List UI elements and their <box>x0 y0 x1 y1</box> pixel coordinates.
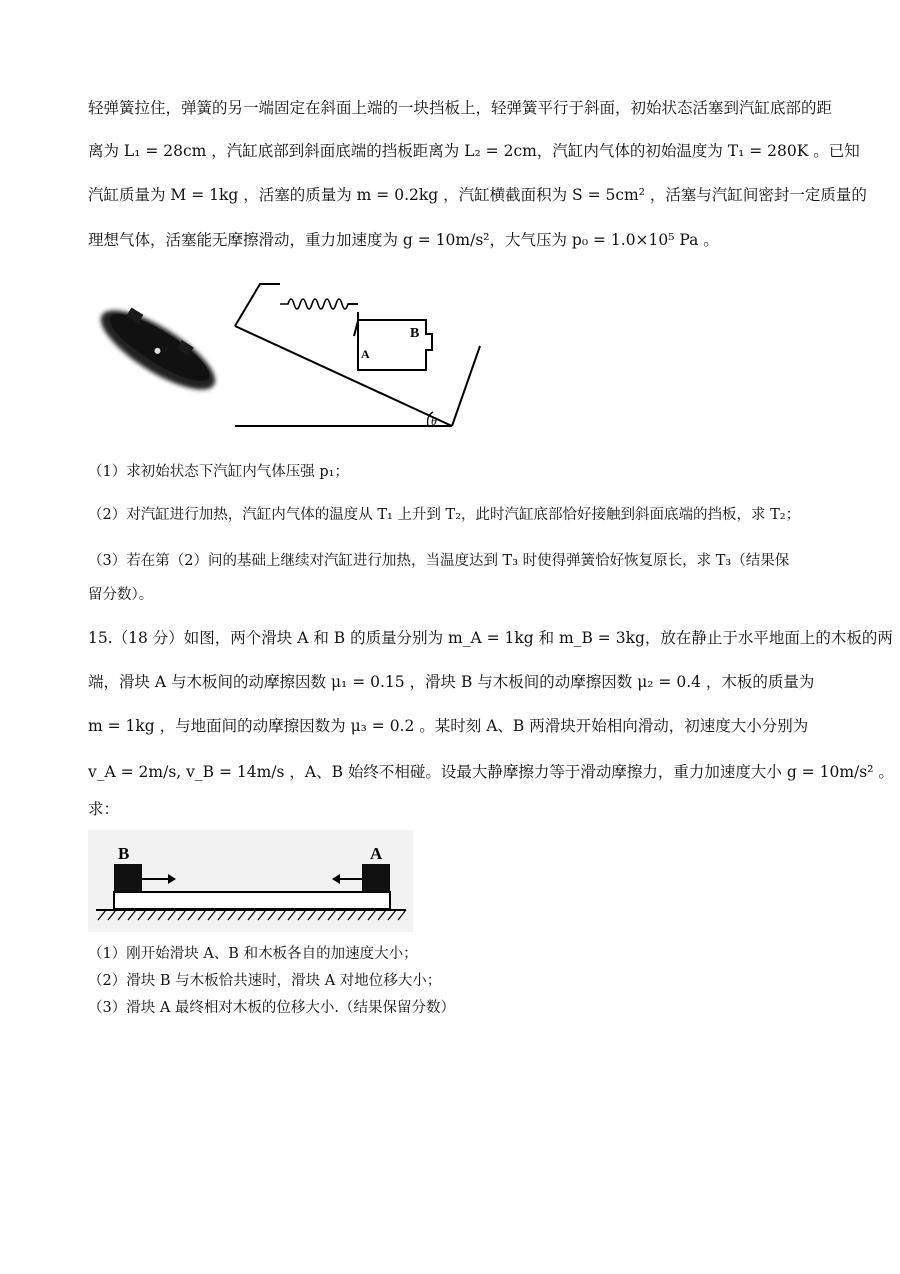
block-A-label: A <box>370 844 383 863</box>
cylinder-outline <box>358 312 432 370</box>
p14-line-2: 离为 L₁ = 28cm ，汽缸底部到斜面底端的挡板距离为 L₂ = 2cm，汽缸内气体的初始温度为 T₁ = 280K 。已知 <box>88 142 860 160</box>
p14-line-4: 理想气体，活塞能无摩擦滑动，重力加速度为 g = 10m/s²，大气压为 p₀ = 1.0×10⁵ Pa 。 <box>88 231 719 249</box>
p14-question-2: （2）对汽缸进行加热，汽缸内气体的温度从 T₁ 上升到 T₂，此时汽缸底部恰好接触到斜面底端的挡板，求 T₂； <box>88 507 801 523</box>
p14-line-1: 轻弹簧拉住，弹簧的另一端固定在斜面上端的一块挡板上，轻弹簧平行于斜面，初始状态活塞到汽缸底部的距 <box>88 99 833 117</box>
incline-surface <box>235 326 452 426</box>
cylinder-photo <box>88 295 228 405</box>
p14-line-3: 汽缸质量为 M = 1kg ，活塞的质量为 m = 0.2kg ，汽缸横截面积为 S = 5cm² ，活塞与汽缸间密封一定质量的 <box>88 186 867 204</box>
p15-line-4: v_A = 2m/s, v_B = 14m/s ，A、B 始终不相碰。设最大静摩擦力等于滑动摩擦力，重力加速度大小 g = 10m/s² 。 <box>88 763 894 781</box>
p15-question-3: （3）滑块 A 最终相对木板的位移大小.（结果保留分数） <box>88 1000 456 1016</box>
p15-question-2: （2）滑块 B 与木板恰共速时，滑块 A 对地位移大小； <box>88 973 442 989</box>
label-B: B <box>410 326 420 341</box>
p15-question-1: （1）刚开始滑块 A、B 和木板各自的加速度大小； <box>88 946 418 962</box>
p15-line-3: m = 1kg ，与地面间的动摩擦因数为 μ₃ = 0.2 。某时刻 A、B 两滑块开始相向滑动，初速度大小分别为 <box>88 717 809 735</box>
p14-question-3a: （3）若在第（2）问的基础上继续对汽缸进行加热，当温度达到 T₃ 时使得弹簧恰好恢复原长，求 T₃（结果保 <box>88 553 790 569</box>
p14-question-3b: 留分数）。 <box>88 587 154 603</box>
top-baffle <box>235 284 280 326</box>
spring <box>280 299 358 309</box>
label-A: A <box>361 347 370 361</box>
block-B <box>114 864 142 892</box>
p15-line-1: 15.（18 分）如图，两个滑块 A 和 B 的质量分别为 m_A = 1kg 和 m_B = 3kg，放在静止于水平地面上的木板的两 <box>88 629 893 647</box>
p15-line-5: 求： <box>88 800 120 818</box>
block-B-label: B <box>118 844 130 863</box>
bottom-baffle <box>452 346 480 426</box>
p15-line-2: 端，滑块 A 与木板间的动摩擦因数 μ₁ = 0.15 ，滑块 B 与木板间的动摩擦因数 μ₂ = 0.4 ，木板的质量为 <box>88 673 815 691</box>
incline-diagram <box>230 276 490 431</box>
block-A <box>362 864 390 892</box>
p14-question-1: （1）求初始状态下汽缸内气体压强 p₁； <box>88 464 349 480</box>
board-diagram <box>88 830 413 932</box>
label-theta: θ <box>431 414 437 428</box>
board <box>114 892 390 909</box>
